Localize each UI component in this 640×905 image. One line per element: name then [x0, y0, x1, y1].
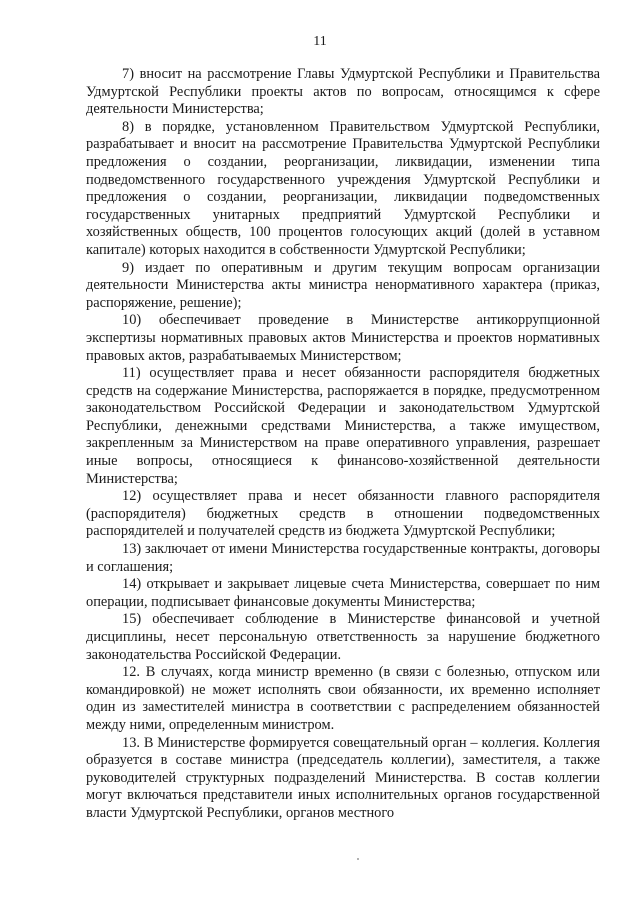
paragraph-item-13: 13) заключает от имени Министерства государственные контракты, договоры и соглашения;	[86, 541, 600, 575]
paragraph-item-7: 7) вносит на рассмотрение Главы Удмуртской Республики и Правительства Удмуртской Республики проекты актов по вопросам, относящимся к сфере деятельности Министерства;	[86, 66, 600, 118]
paragraph-item-8: 8) в порядке, установленном Правительством Удмуртской Республики, разрабатывает и вносит на рассмотрение Правительства Удмуртской Республики предложения о создании, реорганизации, ликвидации, изменении типа подведомственного государственного учреждения Удмуртской Республики и предложения о создании, реорганизации, ликвидации подведомственных государственных унитарных предприятий Удмуртской Республики и хозяйственных обществ, 100 процентов голосующих акций (долей в уставном капитале) которых находится в собственности Удмуртской Республики;	[86, 118, 600, 258]
paragraph-item-14: 14) открывает и закрывает лицевые счета Министерства, совершает по ним операции, подписывает финансовые документы Министерства;	[86, 576, 600, 610]
paragraph-item-12: 12) осуществляет права и несет обязанности главного распорядителя (распорядителя) бюджетных средств в отношении подведомственных распорядителей и получателей средств из бюджета Удмуртской Республики;	[86, 488, 600, 540]
paragraph-item-10: 10) обеспечивает проведение в Министерстве антикоррупционной экспертизы нормативных правовых актов Министерства и проектов нормативных правовых актов, разрабатываемых Министерством;	[86, 312, 600, 364]
paragraph-item-9: 9) издает по оперативным и другим текущим вопросам организации деятельности Министерства акты министра ненормативного характера (приказ, распоряжение, решение);	[86, 259, 600, 311]
page-number: 11	[313, 34, 327, 49]
scan-artifact-dot	[357, 858, 359, 860]
paragraph-item-11: 11) осуществляет права и несет обязанности распорядителя бюджетных средств на содержание Министерства, распоряжается в порядке, предусмотренном законодательством Российской Федерации и законодательством Удмуртской Республики, денежными средствами Министерства, а также имуществом, закрепленным за Министерством на праве оперативного управления, разрешает иные вопросы, относящиеся к финансово-хозяйственной деятельности Министерства;	[86, 365, 600, 487]
paragraph-item-15: 15) обеспечивает соблюдение в Министерстве финансовой и учетной дисциплины, несет персональную ответственность за нарушение бюджетного законодательства Российской Федерации.	[86, 611, 600, 663]
section-12-acting-minister: 12. В случаях, когда министр временно (в связи с болезнью, отпуском или командировкой) не может исполнять свои обязанности, их временно исполняет один из заместителей министра в соответствии с распределением обязанностей между ними, определенным министром.	[86, 664, 600, 733]
section-13-collegium: 13. В Министерстве формируется совещательный орган – коллегия. Коллегия образуется в составе министра (председатель коллегии), заместителя, а также руководителей структурных подразделений Министерства. В состав коллегии могут включаться представители иных исполнительных органов государственной власти Удмуртской Республики, органов местного	[86, 734, 600, 821]
document-body	[86, 66, 600, 823]
